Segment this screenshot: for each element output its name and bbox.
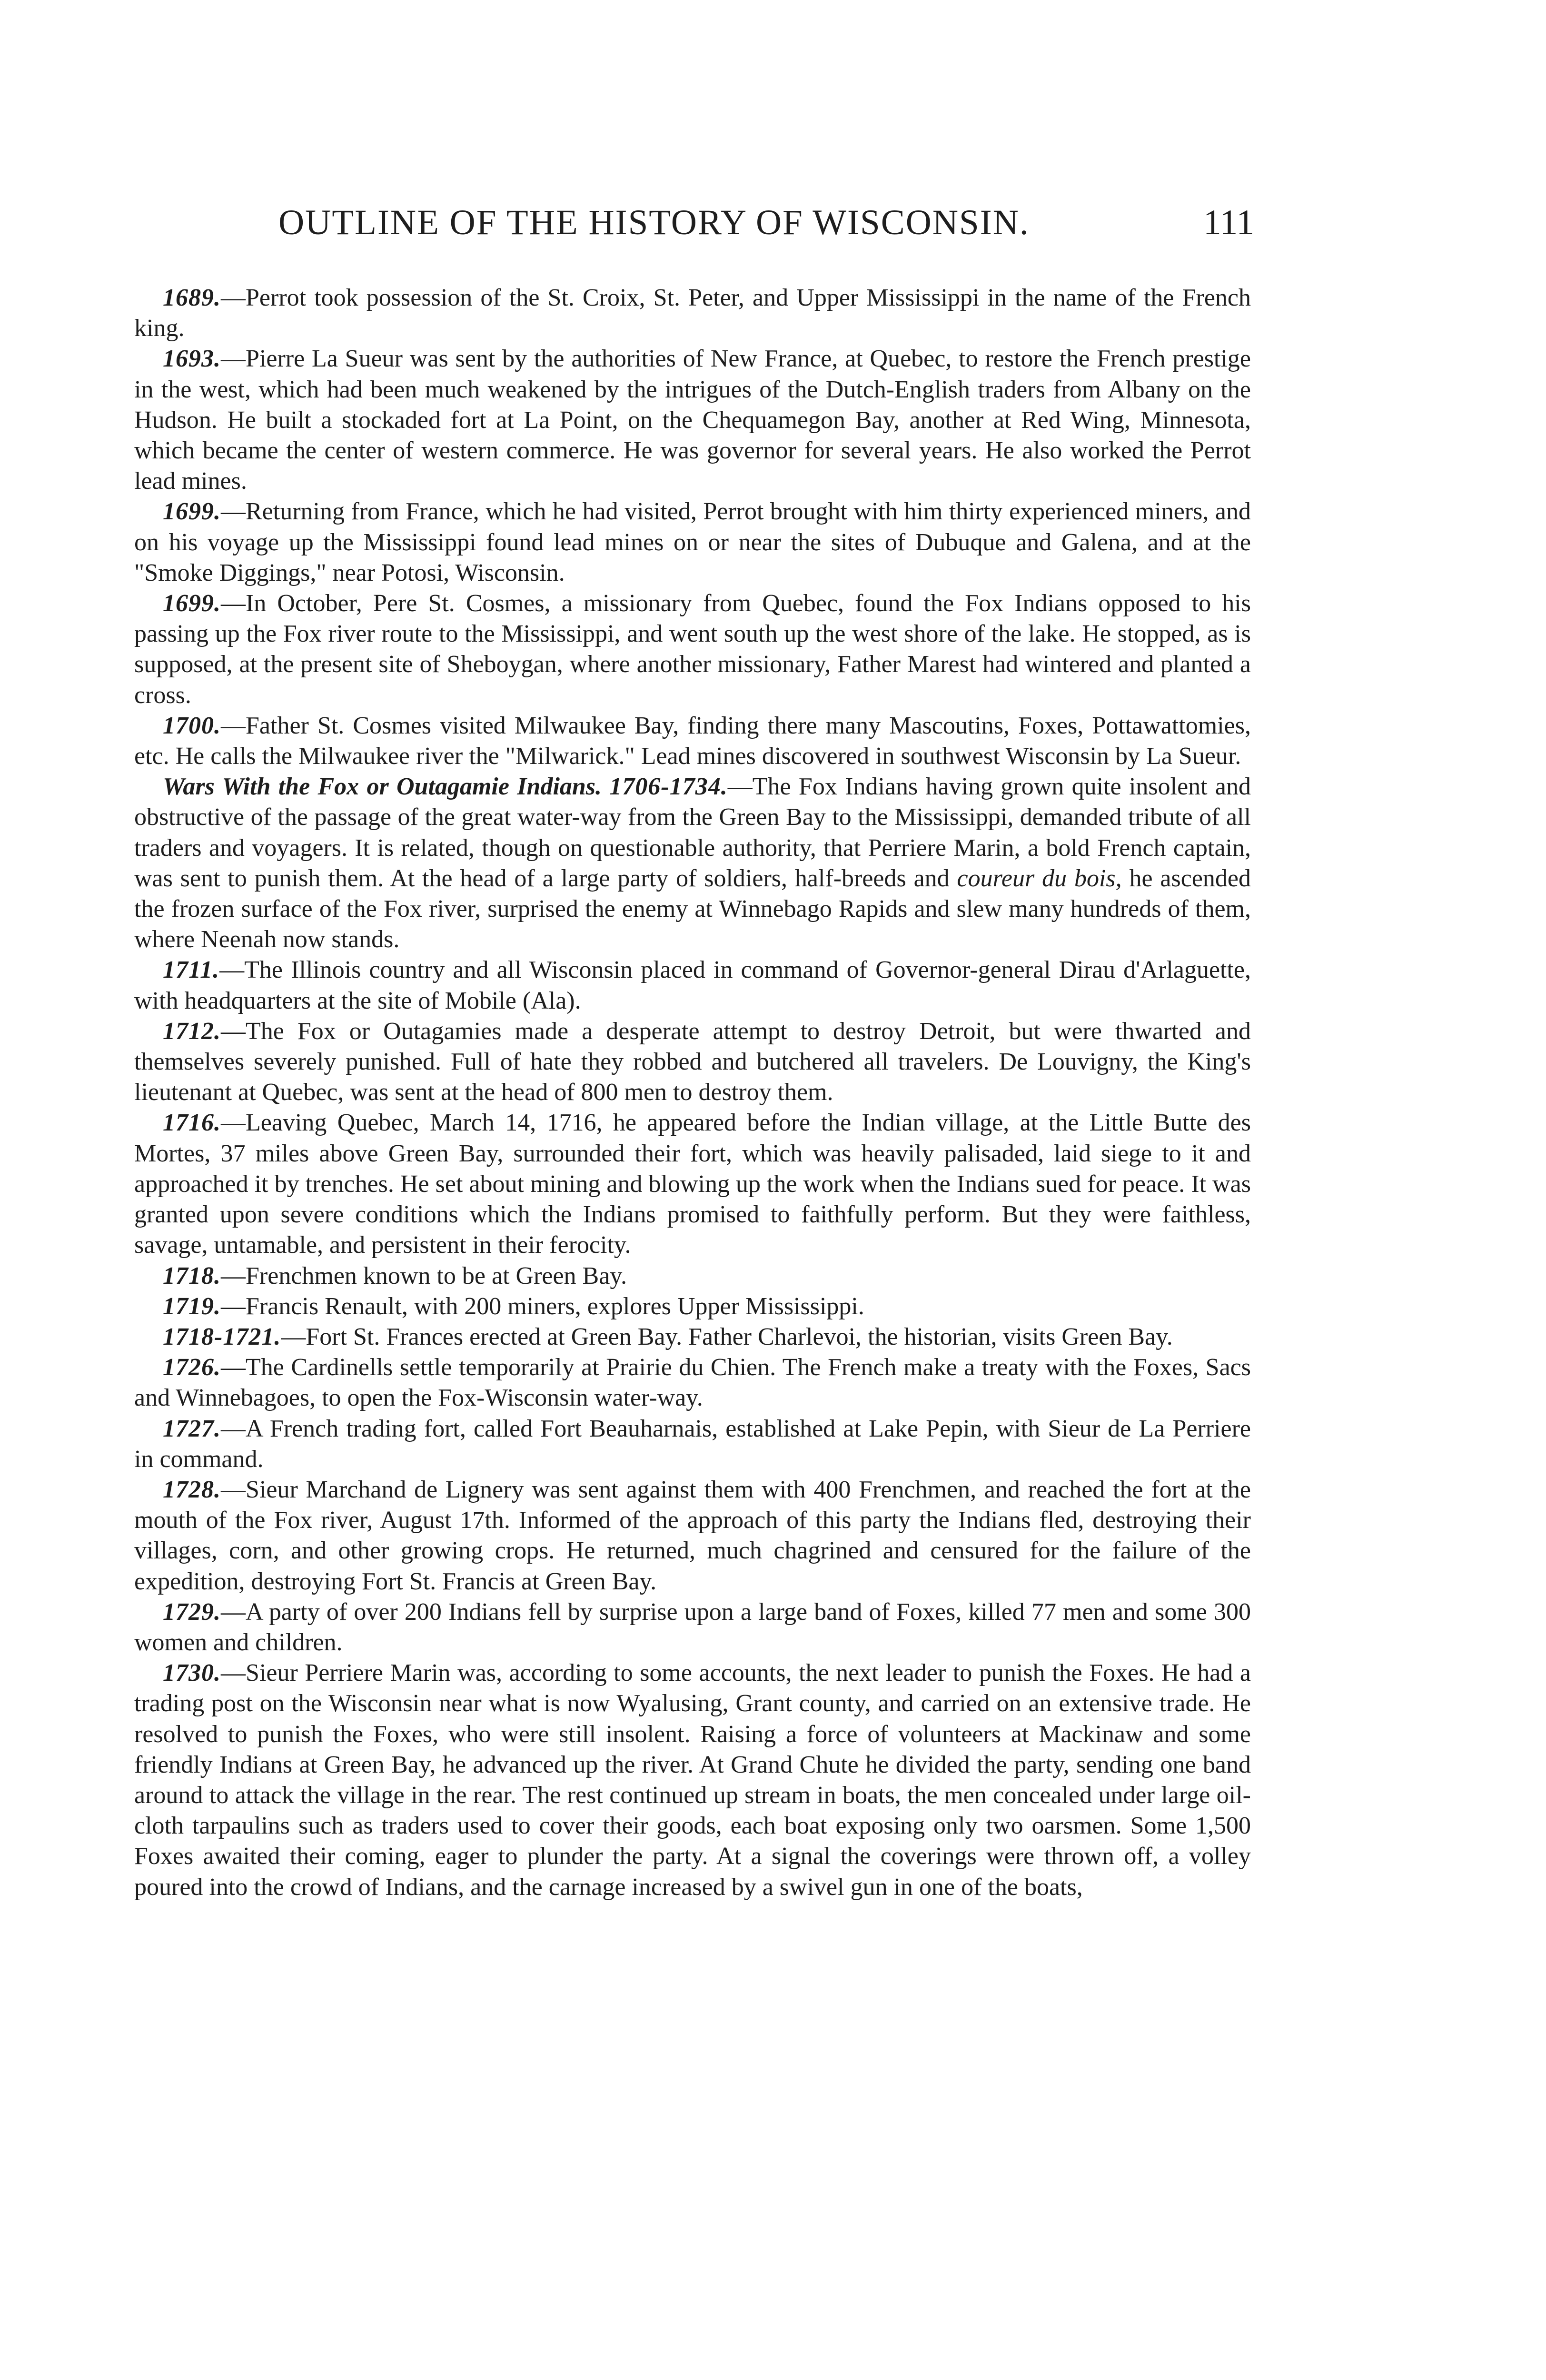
entry-text: —Returning from France, which he had visited, Perrot brought with him thirty experienced miners, and on his voyage up the Mississippi found lead mines on or near the sites of Dubuque and Galena, and at the "Smoke Diggings," near Potosi, Wisconsin.	[134, 498, 1251, 586]
entry-1716	[134, 1108, 1251, 1260]
section-heading: Wars With the Fox or Outagamie Indians.	[163, 773, 602, 801]
entry-1712	[134, 1016, 1251, 1108]
entry-text: —A party of over 200 Indians fell by surprise upon a large band of Foxes, killed 77 men and some 300 women and children.	[134, 1598, 1251, 1656]
entry-date: 1706-1734.	[609, 773, 728, 801]
page-number: 111	[1203, 203, 1254, 242]
entry-text: —A French trading fort, called Fort Beauharnais, established at Lake Pepin, with Sieur de La Perriere in command.	[134, 1415, 1251, 1473]
entry-text: —The Fox or Outagamies made a desperate attempt to destroy Detroit, but were thwarted and themselves severely punished. Full of hate they robbed and butchered all travelers. De Louvigny, the King's lieutenant at Quebec, was sent at the head of 800 men to destroy them.	[134, 1017, 1251, 1106]
entry-1718	[134, 1261, 1251, 1291]
entry-text: —Pierre La Sueur was sent by the authorities of New France, at Quebec, to restore the French prestige in the west, which had been much weakened by the intrigues of the Dutch-English traders from Albany on the Hudson. He built a stockaded fort at La Point, on the Chequamegon Bay, another at Red Wing, Minnesota, which became the center of western commerce. He was governor for several years. He also worked the Perrot lead mines.	[134, 345, 1251, 495]
entry-date: 1700.	[163, 712, 221, 739]
entry-date: 1730.	[163, 1659, 221, 1687]
entry-1728	[134, 1475, 1251, 1597]
body-text	[134, 283, 1251, 1903]
entry-text: —Frenchmen known to be at Green Bay.	[221, 1262, 627, 1289]
entry-date: 1699.	[163, 590, 221, 617]
entry-date: 1699.	[163, 498, 221, 526]
entry-text: —Father St. Cosmes visited Milwaukee Bay, finding there many Mascoutins, Foxes, Pottawattomies, etc. He calls the Milwaukee river the "Milwarick." Lead mines discovered in southwest Wisconsin by La Sueur.	[134, 712, 1251, 770]
entry-1711	[134, 955, 1251, 1016]
entry-1700	[134, 711, 1251, 772]
entry-1699-perrot	[134, 496, 1251, 588]
entry-date: 1719.	[163, 1292, 221, 1320]
entry-1699-cosmes	[134, 588, 1251, 711]
entry-text: —The Cardinells settle temporarily at Prairie du Chien. The French make a treaty with the Foxes, Sacs and Winnebagoes, to open the Fox-Wisconsin water-way.	[134, 1354, 1251, 1412]
entry-date: 1718-1721.	[163, 1323, 281, 1350]
entry-1730	[134, 1658, 1251, 1903]
entry-text: —Fort St. Frances erected at Green Bay. Father Charlevoi, the historian, visits Green Bay.	[281, 1323, 1173, 1350]
entry-fox-wars	[134, 772, 1251, 955]
entry-date: 1711.	[163, 956, 220, 984]
entry-1719	[134, 1291, 1251, 1322]
running-title: OUTLINE OF THE HISTORY OF WISCONSIN.	[278, 203, 1030, 242]
entry-text: —Sieur Perriere Marin was, according to some accounts, the next leader to punish the Foxes. He had a trading post on the Wisconsin near what is now Wyalusing, Grant county, and carried on an extensive trade. He resolved to punish the Foxes, who were still insolent. Raising a force of volunteers at Mackinaw and some friendly Indians at Green Bay, he advanced up the river. At Grand Chute he divided the party, sending one band around to attack the village in the rear. The rest continued up stream in boats, the men concealed under large oil-cloth tarpaulins such as traders used to cover their goods, each boat exposing only two oarsmen. Some 1,500 Foxes awaited their coming, eager to plunder the party. At a signal the coverings were thrown off, a volley poured into the crowd of Indians, and the carnage increased by a swivel gun in one of the boats,	[134, 1659, 1251, 1901]
entry-text: —Leaving Quebec, March 14, 1716, he appeared before the Indian village, at the Little Butte des Mortes, 37 miles above Green Bay, surrounded their fort, which was heavily palisaded, laid siege to it and approached it by trenches. He set about mining and blowing up the work when the Indians sued for peace. It was granted upon severe conditions which the Indians promised to faithfully perform. But they were faithless, savage, untamable, and persistent in their ferocity.	[134, 1109, 1251, 1259]
entry-text: —The Illinois country and all Wisconsin placed in command of Governor-general Dirau d'Arlaguette, with headquarters at the site of Mobile (Ala).	[134, 956, 1251, 1014]
entry-date: 1718.	[163, 1262, 221, 1289]
entry-text: —Francis Renault, with 200 miners, explores Upper Mississippi.	[221, 1292, 864, 1320]
entry-1726	[134, 1352, 1251, 1413]
entry-date: 1728.	[163, 1476, 221, 1503]
entry-date: 1726.	[163, 1354, 221, 1381]
entry-text: —The Fox Indians having grown quite insolent and obstructive of the passage of the great water-way from the Green Bay to the Mississippi, demanded tribute of all traders and voyagers. It is related, though on questionable authority, that Perriere Marin, a bold French captain, was sent to punish them. At the head of a large party of soldiers, half-breeds and	[134, 773, 1251, 892]
entry-date: 1712.	[163, 1017, 221, 1045]
entry-text: —Sieur Marchand de Lignery was sent against them with 400 Frenchmen, and reached the fort at the mouth of the Fox river, August 17th. Informed of the approach of this party the Indians fled, destroying their villages, corn, and other growing crops. He returned, much chagrined and censured for the failure of the expedition, destroying Fort St. Francis at Green Bay.	[134, 1476, 1251, 1595]
entry-1718-1721	[134, 1322, 1251, 1352]
entry-text: —In October, Pere St. Cosmes, a missionary from Quebec, found the Fox Indians opposed to his passing up the Fox river route to the Mississippi, and went south up the west shore of the lake. He stopped, as is supposed, at the present site of Sheboygan, where another missionary, Father Marest had wintered and planted a cross.	[134, 590, 1251, 709]
entry-italic-phrase: coureur du bois,	[957, 864, 1122, 892]
entry-text-continued: he ascended the frozen surface of the Fox river, surprised the enemy at Winnebago Rapids and slew many hundreds of them, where Neenah now stands.	[134, 864, 1251, 953]
entry-1727	[134, 1414, 1251, 1475]
entry-1689	[134, 283, 1251, 344]
entry-date: 1689.	[163, 284, 221, 311]
entry-date: 1729.	[163, 1598, 221, 1626]
entry-1729	[134, 1597, 1251, 1658]
entry-date: 1716.	[163, 1109, 221, 1137]
page-header	[278, 202, 1254, 259]
entry-date: 1727.	[163, 1415, 221, 1442]
entry-text: —Perrot took possession of the St. Croix, St. Peter, and Upper Mississippi in the name of the French king.	[134, 284, 1251, 342]
entry-date: 1693.	[163, 345, 221, 373]
entry-1693	[134, 344, 1251, 496]
